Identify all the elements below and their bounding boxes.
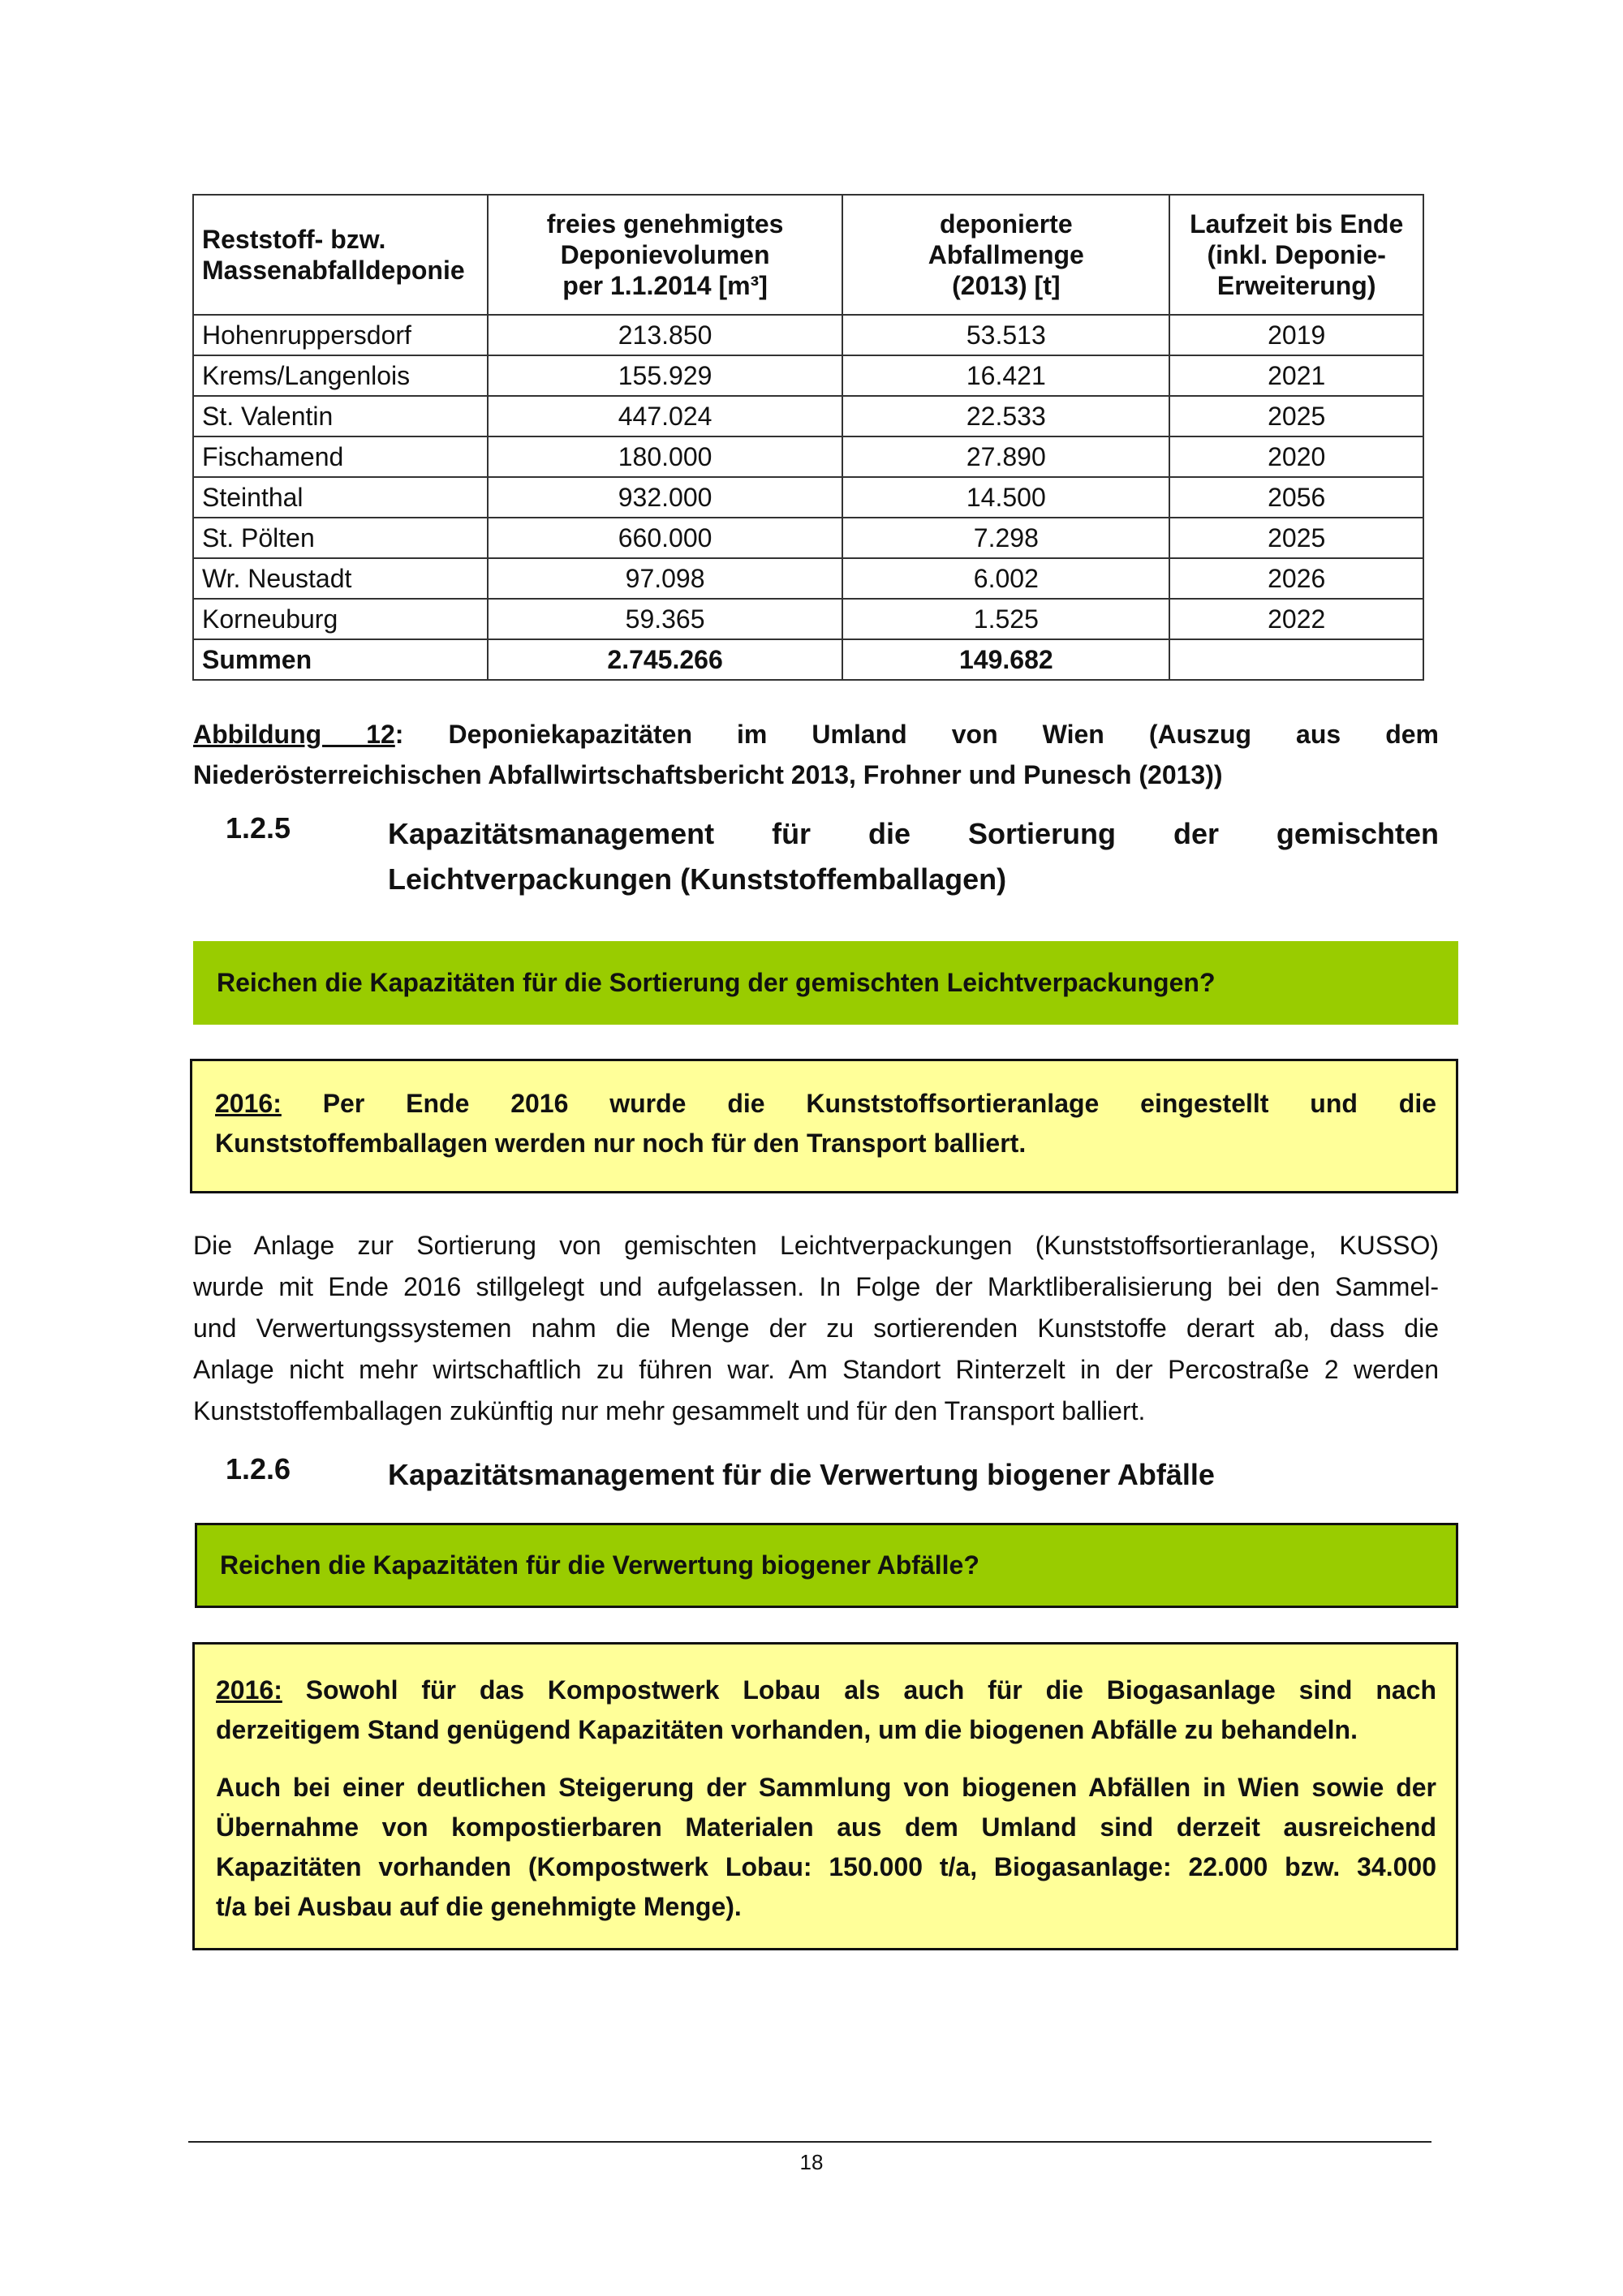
cell-volume: 180.000	[488, 436, 842, 477]
cell-until: 2021	[1169, 355, 1423, 396]
cell-until: 2056	[1169, 477, 1423, 518]
question-text: Reichen die Kapazitäten für die Verwertung biogener Abfälle?	[220, 1550, 979, 1580]
table-sum-row	[193, 639, 1423, 680]
figure-caption	[193, 714, 1439, 795]
cell-name: Wr. Neustadt	[193, 558, 488, 599]
question-text: Reichen die Kapazitäten für die Sortierung der gemischten Leichtverpackungen?	[217, 968, 1216, 997]
caption-line-1: Abbildung 12: Deponiekapazitäten im Umland von Wien (Auszug aus dem	[193, 720, 1440, 749]
cell-volume: 932.000	[488, 477, 842, 518]
table-row	[193, 436, 1423, 477]
cell-name: Korneuburg	[193, 599, 488, 639]
section-125-title: Kapazitätsmanagement für die Sortierung der gemischten Leichtverpackungen (Kunststoffemballagen)	[388, 817, 1439, 896]
section-125-number: 1.2.5	[226, 811, 291, 845]
cell-until: 2025	[1169, 518, 1423, 558]
cell-amount: 16.421	[842, 355, 1169, 396]
body-paragraph: Die Anlage zur Sortierung von gemischten Leichtverpackungen (Kunststoffsortieranlage, KUSSO) wurde mit Ende 2016 stillgelegt und aufgelassen. In Folge der Marktliberalisierung bei den Sammel- und Verwertungssystemen nahm die Menge der zu sortierenden Kunststoffe derart ab, dass die Anlage nicht mehr wirtschaftlich zu führen war. Am Standort Rinterzelt in der Percostraße 2 werden Kunststoffemballagen zukünftig nur mehr gesammelt und für den Transport balliert.	[193, 1231, 1439, 1425]
cell-name: Fischamend	[193, 436, 488, 477]
cell-until: 2022	[1169, 599, 1423, 639]
cell-volume: 213.850	[488, 315, 842, 355]
header-runtime: Laufzeit bis Ende (inkl. Deponie- Erweiterung)	[1169, 195, 1423, 315]
cell-name: St. Valentin	[193, 396, 488, 436]
footer-divider	[188, 2141, 1431, 2143]
answer-year: 2016:	[215, 1089, 282, 1118]
table-row	[193, 558, 1423, 599]
table-row	[193, 315, 1423, 355]
header-volume: freies genehmigtes Deponievolumen per 1.1.2014 [m³]	[488, 195, 842, 315]
cell-until: 2020	[1169, 436, 1423, 477]
cell-name: Steinthal	[193, 477, 488, 518]
cell-name: Hohenruppersdorf	[193, 315, 488, 355]
table-header-row	[193, 195, 1423, 315]
cell-amount: 7.298	[842, 518, 1169, 558]
cell-volume: 59.365	[488, 599, 842, 639]
cell-name: Krems/Langenlois	[193, 355, 488, 396]
cell-until: 2026	[1169, 558, 1423, 599]
table-row	[193, 518, 1423, 558]
question-box-biogenic	[195, 1523, 1458, 1608]
cell-volume: 447.024	[488, 396, 842, 436]
cell-amount: 53.513	[842, 315, 1169, 355]
answer-year: 2016:	[216, 1675, 282, 1705]
cell-until: 2025	[1169, 396, 1423, 436]
cell-sum-amount: 149.682	[842, 639, 1169, 680]
caption-label: Abbildung 12	[193, 720, 395, 749]
cell-until: 2019	[1169, 315, 1423, 355]
cell-volume: 155.929	[488, 355, 842, 396]
question-box-sorting	[193, 941, 1458, 1025]
cell-amount: 6.002	[842, 558, 1169, 599]
cell-sum-label: Summen	[193, 639, 488, 680]
answer-paragraph-1: 2016: Sowohl für das Kompostwerk Lobau als auch für die Biogasanlage sind nach derzeitigem Stand genügend Kapazitäten vorhanden, um die biogenen Abfälle zu behandeln.	[216, 1675, 1436, 1744]
landfill-capacity-table	[192, 194, 1424, 681]
cell-volume: 97.098	[488, 558, 842, 599]
header-landfill: Reststoff- bzw. Massenabfalldeponie	[193, 195, 488, 315]
cell-amount: 14.500	[842, 477, 1169, 518]
section-126-number: 1.2.6	[226, 1452, 291, 1486]
answer-box-sorting: 2016: Per Ende 2016 wurde die Kunststoffsortieranlage eingestellt und die Kunststoffemballagen werden nur noch für den Transport balliert.	[190, 1059, 1458, 1193]
cell-amount: 1.525	[842, 599, 1169, 639]
page-number: 18	[799, 2150, 824, 2174]
table-row	[193, 396, 1423, 436]
cell-volume: 660.000	[488, 518, 842, 558]
answer-paragraph-2: Auch bei einer deutlichen Steigerung der Sammlung von biogenen Abfällen in Wien sowie der Übernahme von kompostierbaren Materialen aus dem Umland sind derzeit ausreichend Kapazitäten vorhanden (Kompostwerk Lobau: 150.000 t/a, Biogasanlage: 22.000 bzw. 34.000 t/a bei Ausbau auf die genehmigte Menge).	[216, 1773, 1436, 1921]
cell-amount: 27.890	[842, 436, 1169, 477]
section-126-title: Kapazitätsmanagement für die Verwertung biogener Abfälle	[388, 1458, 1215, 1491]
table-row	[193, 477, 1423, 518]
answer-box-biogenic	[192, 1642, 1458, 1950]
cell-sum-volume: 2.745.266	[488, 639, 842, 680]
cell-name: St. Pölten	[193, 518, 488, 558]
cell-sum-until	[1169, 639, 1423, 680]
caption-line-2: Niederösterreichischen Abfallwirtschaftsbericht 2013, Frohner und Punesch (2013))	[193, 760, 1223, 789]
header-amount: deponierte Abfallmenge (2013) [t]	[842, 195, 1169, 315]
table-row	[193, 355, 1423, 396]
cell-amount: 22.533	[842, 396, 1169, 436]
table-row	[193, 599, 1423, 639]
